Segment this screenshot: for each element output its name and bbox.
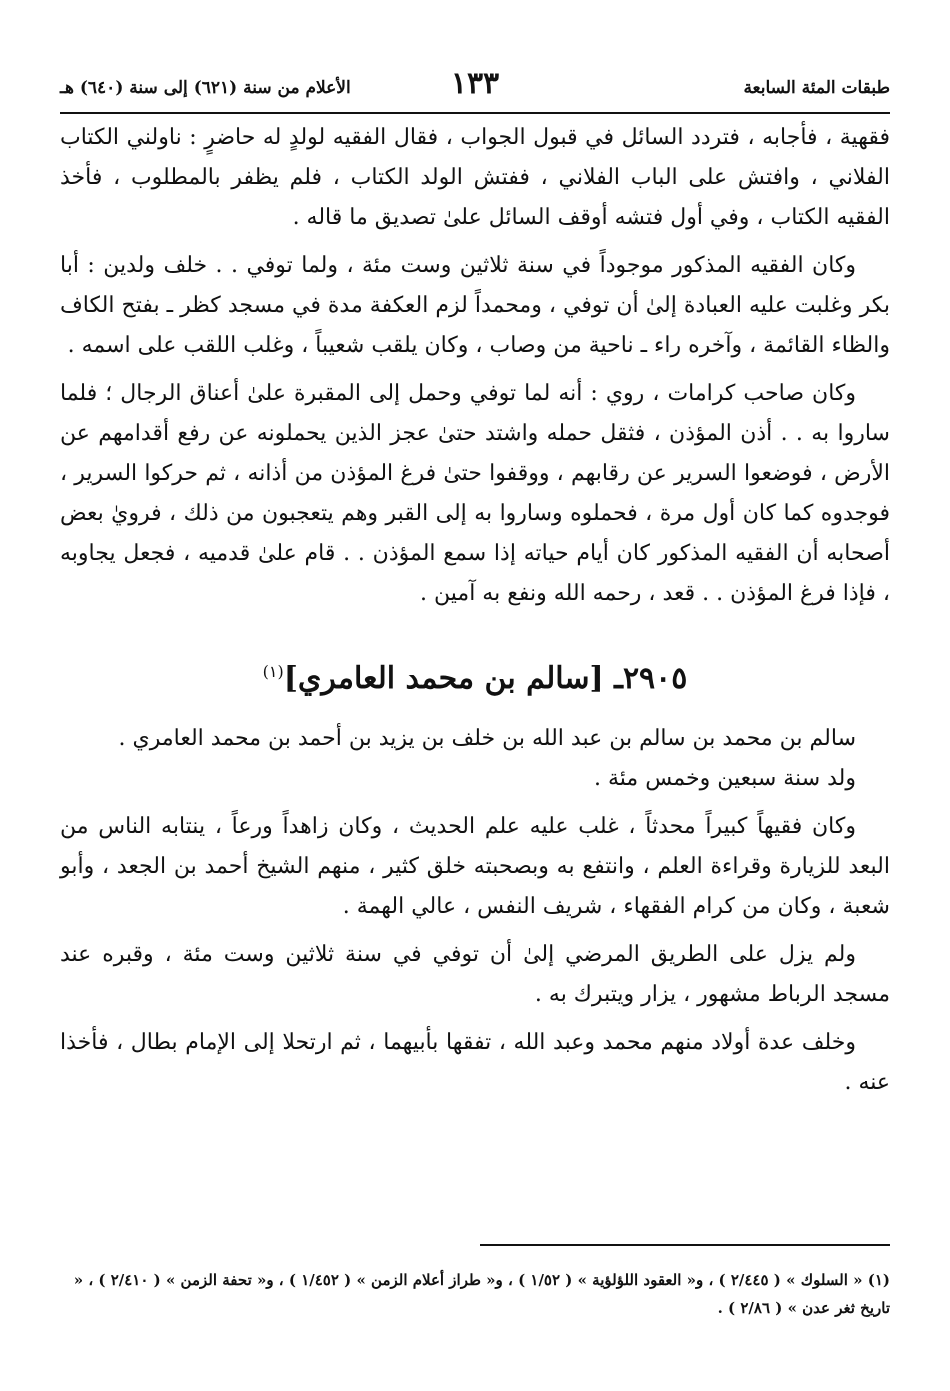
running-header [60,66,890,106]
page-body [60,118,890,1103]
footnote-ref: (١) [262,662,284,681]
header-range: الأعلام من سنة (٦٢١) إلى سنة (٦٤٠) هـ [60,78,351,98]
footnote-divider [480,1244,890,1246]
paragraph: ولد سنة سبعين وخمس مئة . [594,766,856,791]
page-number: ١٣٣ [450,66,500,101]
paragraph: وخلف عدة أولاد منهم محمد وعبد الله ، تفقها بأبيهما ، ثم ارتحلا إلى الإمام بطال ، فأخذا عنه . [60,1030,890,1095]
paragraph: فقهية ، فأجابه ، فتردد السائل في قبول الجواب ، فقال الفقيه لولدٍ له حاضرٍ : ناولني الكتاب الفلاني ، وافتش على الباب الفلاني ، ففتش الولد الكتاب ، فلم يظفر بالمطلوب ، فأخذ الفقيه الكتاب ، وفي أول فتشه أوقف السائل علىٰ تصديق ما قاله . [60,125,890,230]
header-divider [60,112,890,114]
paragraph: سالم بن محمد بن سالم بن عبد الله بن خلف بن يزيد بن أحمد بن محمد العامري . [118,726,856,751]
paragraph: وكان صاحب كرامات ، روي : أنه لما توفي وحمل إلى المقبرة علىٰ أعناق الرجال ؛ فلما ساروا به . . أذن المؤذن ، فثقل حمله واشتد حتىٰ عجز الذين يحملونه عن رفع أقدامهم عن الأرض ، فوضعوا السرير عن رقابهم ، ووقفوا حتىٰ فرغ المؤذن من أذانه ، ثم حركوا السرير ، فوجدوه كما كان أول مرة ، فحملوه وساروا به إلى القبر وهم يتعجبون من ذلك ، فرويٰ بعض أصحابه أن الفقيه المذكور كان أيام حياته إذا سمع المؤذن . . قام علىٰ قدميه ، فجعل يجاوبه ، فإذا فرغ المؤذن . . قعد ، رحمه الله ونفع به آمين . [60,381,890,606]
entry-title [60,642,890,709]
footnote: (١) « السلوك » ( ٢/٤٤٥ ) ، و« العقود اللؤلؤية » ( ١/٥٢ ) ، و« طراز أعلام الزمن » ( ١/٤٥٢ ) ، و« تحفة الزمن » ( ٢/٤١٠ ) ، « تاريخ ثغر عدن » ( ٢/٨٦ ) . [73,1271,890,1317]
entry-title-text: ٢٩٠٥ـ [سالم بن محمد العامري] [283,661,688,696]
header-book-section: طبقات المئة السابعة [743,78,890,98]
paragraph: وكان فقيهاً كبيراً محدثاً ، غلب عليه علم الحديث ، وكان زاهداً ورعاً ، ينتابه الناس من البعد للزيارة وقراءة العلم ، وانتفع به وبصحبته خلق كثير ، منهم الشيخ أحمد بن الجعد ، وأبو شعبة ، وكان من كرام الفقهاء ، شريف النفس ، عالي الهمة . [60,814,890,919]
paragraph: ولم يزل على الطريق المرضي إلىٰ أن توفي في سنة ثلاثين وست مئة ، وقبره عند مسجد الرباط مشهور ، يزار ويتبرك به . [60,942,890,1007]
paragraph: وكان الفقيه المذكور موجوداً في سنة ثلاثين وست مئة ، ولما توفي . . خلف ولدين : أبا بكر وغلبت عليه العبادة إلىٰ أن توفي ، ومحمداً لزم العكفة مدة في مسجد كظر ـ بفتح الكاف والظاء القائمة ، وآخره راء ـ ناحية من وصاب ، وكان يلقب شعيباً ، وغلب اللقب على اسمه . [60,253,890,358]
